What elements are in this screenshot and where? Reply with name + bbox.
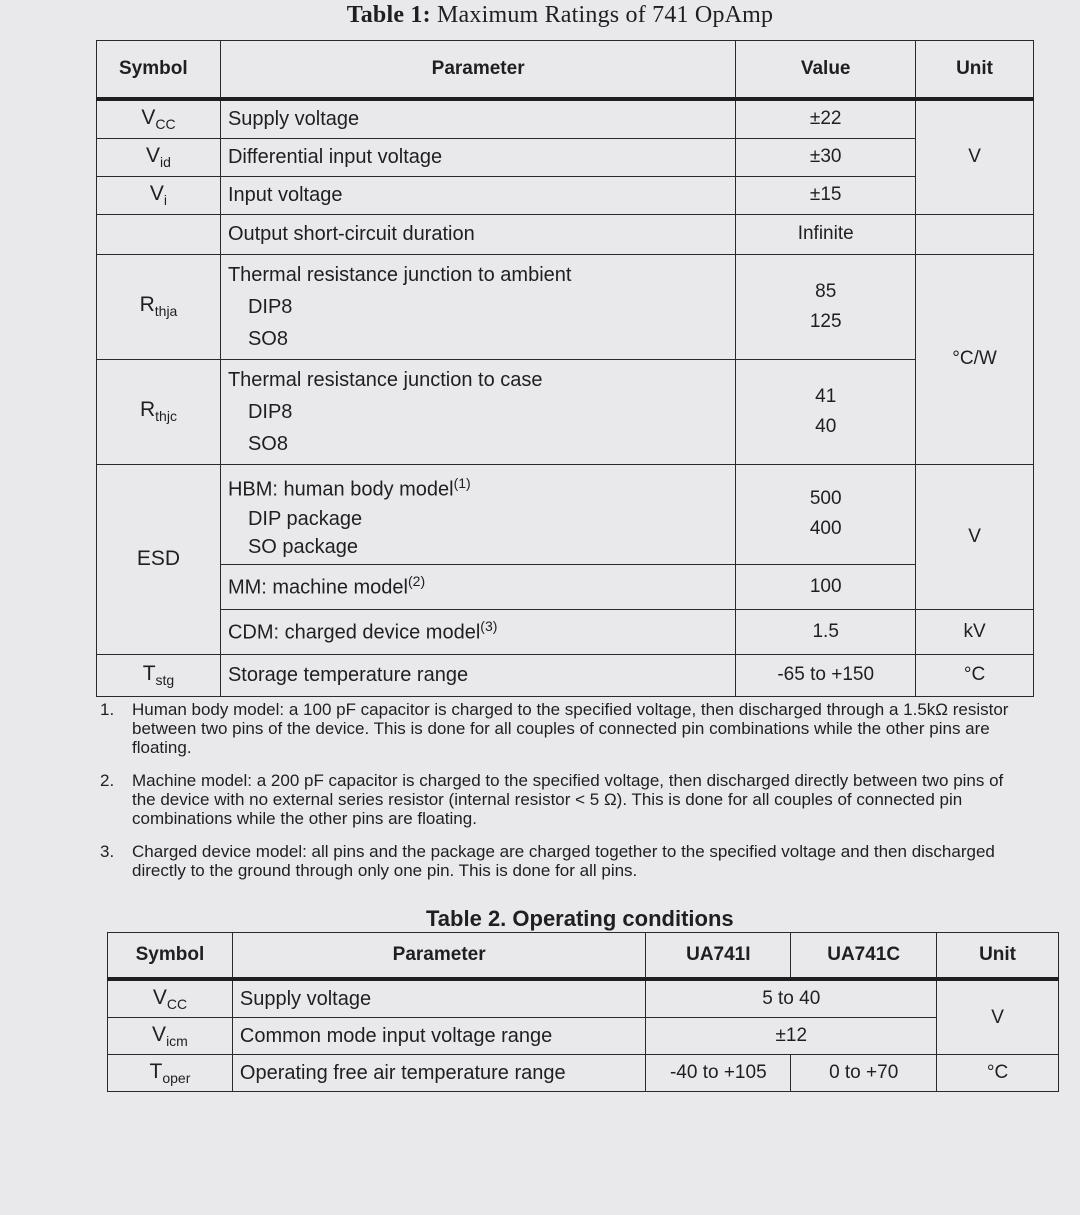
param-cdm: CDM: charged device model$^{(3)}$ — [220, 609, 735, 654]
value-differential-input: ±30 — [736, 138, 916, 176]
table-row — [97, 176, 1034, 214]
symbol-empty — [97, 214, 221, 254]
table-header-row — [108, 933, 1059, 980]
header-unit: Unit — [937, 933, 1059, 980]
table-row — [97, 609, 1034, 654]
value-common-mode: ±12 — [646, 1018, 937, 1055]
header-symbol: Symbol — [97, 41, 221, 100]
value-thermal-ambient: 85 125 — [736, 254, 916, 359]
unit-celsius: °C — [916, 654, 1034, 696]
value-supply-voltage: 5 to 40 — [646, 979, 937, 1018]
symbol-rthja: $R_{thja}$ — [97, 254, 221, 359]
symbol-vid: $V_{id}$ — [97, 138, 221, 176]
param-input-voltage: Input voltage — [220, 176, 735, 214]
param-differential-input: Differential input voltage — [220, 138, 735, 176]
header-unit: Unit — [916, 41, 1034, 100]
operating-conditions-table — [107, 932, 1059, 1092]
symbol-vicm: $V_{icm}$ — [108, 1018, 233, 1055]
unit-kv: kV — [916, 609, 1034, 654]
value-operating-temp-i: -40 to +105 — [646, 1055, 791, 1092]
header-symbol: Symbol — [108, 933, 233, 980]
symbol-rthjc: $R_{thjc}$ — [97, 359, 221, 464]
value-mm: 100 — [736, 564, 916, 609]
header-ua741c: UA741C — [791, 933, 937, 980]
param-common-mode: Common mode input voltage range — [232, 1018, 645, 1055]
table-header-row — [97, 41, 1034, 100]
table2-caption: Table 2. Operating conditions — [426, 906, 734, 931]
param-thermal-ambient: Thermal resistance junction to ambient DIP8 SO8 — [220, 254, 735, 359]
header-value: Value — [736, 41, 916, 100]
unit-esd-v: V — [916, 464, 1034, 609]
unit-celsius: °C — [937, 1055, 1059, 1092]
param-operating-temp: Operating free air temperature range — [232, 1055, 645, 1092]
header-parameter: Parameter — [232, 933, 645, 980]
unit-voltage: V — [916, 99, 1034, 214]
footnotes — [100, 700, 1020, 894]
table-row — [97, 138, 1034, 176]
header-ua741i: UA741I — [646, 933, 791, 980]
param-thermal-case: Thermal resistance junction to case DIP8 SO8 — [220, 359, 735, 464]
value-cdm: 1.5 — [736, 609, 916, 654]
table1-caption: Table 1: Maximum Ratings of 741 OpAmp — [346, 2, 774, 28]
symbol-vcc: $V_{CC}$ — [108, 979, 233, 1018]
table-row — [97, 214, 1034, 254]
table-row — [97, 359, 1034, 464]
footnote-1: 1. Human body model: a 100 pF capacitor is charged to the specified voltage, then discharged through a 1.5kΩ resistor between two pins of the device. This is done for all couples of connected pin combinations while the other pins are floating. — [100, 700, 1009, 757]
unit-voltage: V — [937, 979, 1059, 1055]
table-row — [97, 564, 1034, 609]
param-mm: MM: machine model$^{(2)}$ — [220, 564, 735, 609]
footnote-3: 3. Charged device model: all pins and the package are charged together to the specified voltage and then discharged directly to the ground through only one pin. This is done for all pins. — [100, 842, 995, 880]
unit-empty — [916, 214, 1034, 254]
table-row — [108, 1055, 1059, 1092]
param-storage-temp: Storage temperature range — [220, 654, 735, 696]
value-storage-temp: -65 to +150 — [736, 654, 916, 696]
value-input-voltage: ±15 — [736, 176, 916, 214]
table-row — [108, 1018, 1059, 1055]
value-operating-temp-c: 0 to +70 — [791, 1055, 937, 1092]
value-thermal-case: 41 40 — [736, 359, 916, 464]
header-parameter: Parameter — [220, 41, 735, 100]
param-short-circuit: Output short-circuit duration — [220, 214, 735, 254]
table-row — [97, 99, 1034, 138]
table-row — [97, 254, 1034, 359]
value-hbm: 500 400 — [736, 464, 916, 564]
unit-cw: °C/W — [916, 254, 1034, 464]
symbol-esd: ESD — [97, 464, 221, 654]
table-row — [108, 979, 1059, 1018]
param-supply-voltage: Supply voltage — [232, 979, 645, 1018]
value-short-circuit: Infinite — [736, 214, 916, 254]
symbol-tstg: $T_{stg}$ — [97, 654, 221, 696]
table-row — [97, 464, 1034, 564]
max-ratings-table — [96, 40, 1034, 697]
symbol-toper: $T_{oper}$ — [108, 1055, 233, 1092]
param-hbm: HBM: human body model$^{(1)}$ DIP package SO package — [220, 464, 735, 564]
param-supply-voltage: Supply voltage — [220, 99, 735, 138]
symbol-vcc: $V_{CC}$ — [97, 99, 221, 138]
table-row — [97, 654, 1034, 696]
value-supply-voltage: ±22 — [736, 99, 916, 138]
symbol-vi: $V_i$ — [97, 176, 221, 214]
footnote-2: 2. Machine model: a 200 pF capacitor is charged to the specified voltage, then discharged directly between two pins of the device with no external series resistor (internal resistor < 5 Ω). This is done for all couples of connected pin combinations while the other pins are floating. — [100, 771, 1004, 828]
